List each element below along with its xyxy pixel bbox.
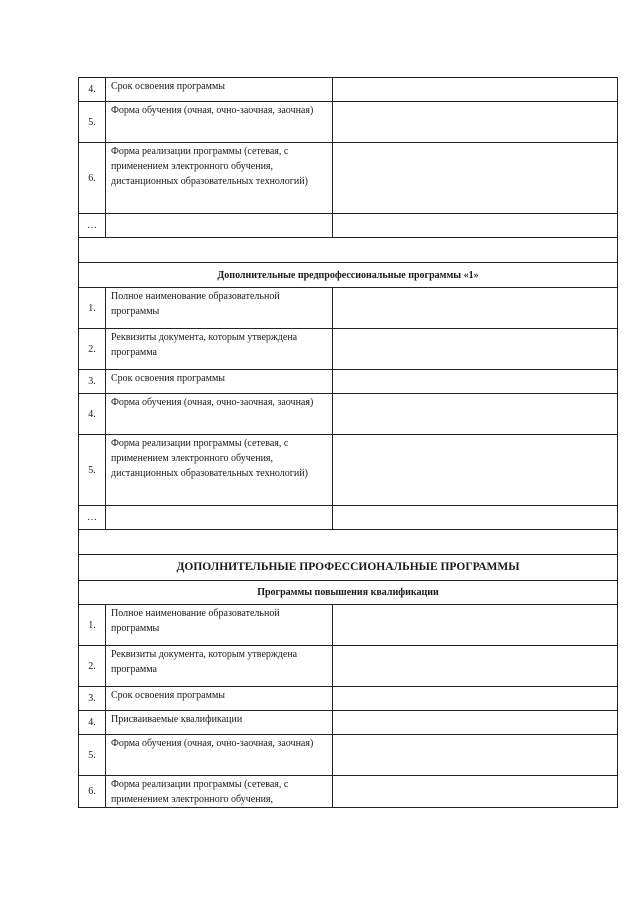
row-number: 1. xyxy=(79,605,106,646)
table-row xyxy=(79,506,618,530)
value-cell[interactable] xyxy=(333,435,618,506)
table-row xyxy=(79,102,618,143)
value-cell[interactable] xyxy=(333,329,618,370)
row-label: Форма обучения (очная, очно-заочная, заочная) xyxy=(106,735,333,776)
row-label: Срок освоения программы xyxy=(106,687,333,711)
table-row xyxy=(79,776,618,808)
value-cell[interactable] xyxy=(333,143,618,214)
value-cell[interactable] xyxy=(333,370,618,394)
row-number: 5. xyxy=(79,735,106,776)
row-number: 5. xyxy=(79,435,106,506)
table-row xyxy=(79,435,618,506)
row-number: 2. xyxy=(79,329,106,370)
row-label: Форма реализации программы (сетевая, с применением электронного обучения, xyxy=(106,776,333,808)
section-heading-row xyxy=(79,263,618,288)
table-row xyxy=(79,329,618,370)
row-number: 5. xyxy=(79,102,106,143)
table-row xyxy=(79,735,618,776)
row-number: 6. xyxy=(79,143,106,214)
row-number: … xyxy=(79,506,106,530)
row-number: 3. xyxy=(79,370,106,394)
table-row xyxy=(79,711,618,735)
table-row xyxy=(79,143,618,214)
row-label: Полное наименование образовательной программы xyxy=(106,605,333,646)
row-number: 3. xyxy=(79,687,106,711)
row-label: Форма обучения (очная, очно-заочная, заочная) xyxy=(106,394,333,435)
value-cell[interactable] xyxy=(333,394,618,435)
row-number: 4. xyxy=(79,394,106,435)
row-label: Реквизиты документа, которым утверждена программа xyxy=(106,329,333,370)
table-row xyxy=(79,214,618,238)
spacer-row xyxy=(79,530,618,555)
row-number: 4. xyxy=(79,711,106,735)
row-label xyxy=(106,506,333,530)
row-label: Срок освоения программы xyxy=(106,370,333,394)
spacer-cell xyxy=(79,530,618,555)
row-number: 6. xyxy=(79,776,106,808)
section-heading: Программы повышения квалификации xyxy=(79,581,618,605)
row-label: Присваиваемые квалификации xyxy=(106,711,333,735)
row-number: 4. xyxy=(79,78,106,102)
row-label: Форма реализации программы (сетевая, с применением электронного обучения, дистанционных образовательных технологий) xyxy=(106,435,333,506)
table-row xyxy=(79,605,618,646)
major-heading: ДОПОЛНИТЕЛЬНЫЕ ПРОФЕССИОНАЛЬНЫЕ ПРОГРАММЫ xyxy=(79,555,618,581)
table-row xyxy=(79,370,618,394)
section-heading: Дополнительные предпрофессиональные программы «1» xyxy=(79,263,618,288)
table-row xyxy=(79,288,618,329)
value-cell[interactable] xyxy=(333,506,618,530)
value-cell[interactable] xyxy=(333,646,618,687)
row-label: Срок освоения программы xyxy=(106,78,333,102)
row-number: 1. xyxy=(79,288,106,329)
value-cell[interactable] xyxy=(333,711,618,735)
value-cell[interactable] xyxy=(333,776,618,808)
section-heading-row xyxy=(79,581,618,605)
table-row xyxy=(79,687,618,711)
row-label xyxy=(106,214,333,238)
row-label: Форма реализации программы (сетевая, с применением электронного обучения, дистанционных образовательных технологий) xyxy=(106,143,333,214)
value-cell[interactable] xyxy=(333,288,618,329)
row-label: Форма обучения (очная, очно-заочная, заочная) xyxy=(106,102,333,143)
table-row xyxy=(79,646,618,687)
programs-form-table xyxy=(78,77,618,808)
major-heading-row xyxy=(79,555,618,581)
row-number: … xyxy=(79,214,106,238)
row-number: 2. xyxy=(79,646,106,687)
spacer-row xyxy=(79,238,618,263)
value-cell[interactable] xyxy=(333,605,618,646)
value-cell[interactable] xyxy=(333,735,618,776)
table-row xyxy=(79,78,618,102)
row-label: Полное наименование образовательной программы xyxy=(106,288,333,329)
value-cell[interactable] xyxy=(333,687,618,711)
value-cell[interactable] xyxy=(333,214,618,238)
value-cell[interactable] xyxy=(333,102,618,143)
spacer-cell xyxy=(79,238,618,263)
table-row xyxy=(79,394,618,435)
row-label: Реквизиты документа, которым утверждена программа xyxy=(106,646,333,687)
value-cell[interactable] xyxy=(333,78,618,102)
